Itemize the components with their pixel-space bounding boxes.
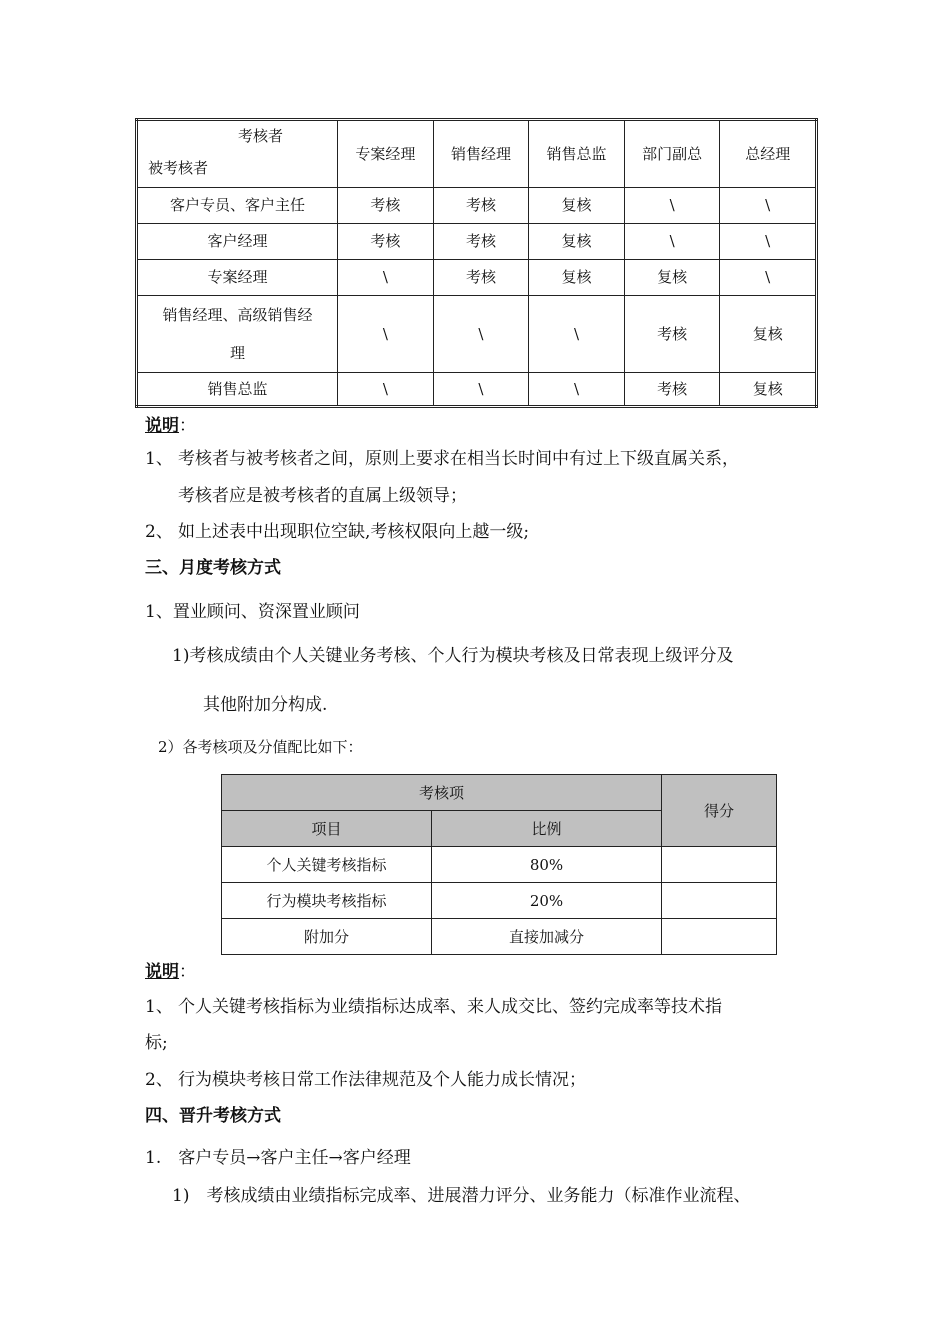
table-cell: 考核 <box>338 224 434 260</box>
table-cell: 个人关键考核指标 <box>222 847 432 883</box>
column-header: 销售经理 <box>433 120 529 188</box>
column-header: 项目 <box>222 811 432 847</box>
table-cell: \ <box>338 373 434 407</box>
table-cell: \ <box>720 188 817 224</box>
header-assessee: 被考核者 <box>148 159 209 177</box>
table-cell: \ <box>624 224 720 260</box>
table-cell: 复核 <box>720 296 817 373</box>
subsection-title: 1、置业顾问、资深置业顾问 <box>145 602 360 622</box>
table-cell: 复核 <box>529 224 625 260</box>
table-cell: \ <box>433 373 529 407</box>
score-header: 得分 <box>662 775 777 847</box>
table-row <box>137 373 817 407</box>
notes-title-text: 说明 <box>145 962 179 982</box>
table-row <box>137 296 817 373</box>
table-row <box>222 883 777 919</box>
row-label: 客户经理 <box>137 224 338 260</box>
table-cell: \ <box>338 260 434 296</box>
table-row <box>137 188 817 224</box>
note-number: 1、 <box>145 449 173 469</box>
note-text: 标; <box>145 1033 168 1053</box>
notes-title <box>145 957 196 982</box>
column-header: 专案经理 <box>338 120 434 188</box>
table-cell: 考核 <box>624 296 720 373</box>
score-cell <box>662 847 777 883</box>
header-assessor: 考核者 <box>238 127 284 145</box>
table-row <box>137 260 817 296</box>
table-row <box>222 919 777 955</box>
table-cell: 考核 <box>433 224 529 260</box>
note-number: 1、 <box>145 997 173 1017</box>
table-cell: \ <box>624 188 720 224</box>
column-header: 部门副总 <box>624 120 720 188</box>
table-cell: \ <box>529 296 625 373</box>
table-cell: \ <box>720 224 817 260</box>
section-heading: 三、月度考核方式 <box>145 558 281 578</box>
row-label: 客户专员、客户主任 <box>137 188 338 224</box>
row-label-line2: 理 <box>230 344 246 362</box>
table-cell: 考核 <box>433 260 529 296</box>
column-header: 总经理 <box>720 120 817 188</box>
table-cell: 行为模块考核指标 <box>222 883 432 919</box>
notes-title <box>145 411 196 436</box>
note-number: 2、 <box>145 1070 173 1090</box>
table-cell: 直接加减分 <box>432 919 662 955</box>
score-cell <box>662 883 777 919</box>
table-cell: 80% <box>432 847 662 883</box>
note-text: 行为模块考核日常工作法律规范及个人能力成长情况； <box>178 1070 586 1090</box>
table-cell: 复核 <box>624 260 720 296</box>
table-cell: \ <box>529 373 625 407</box>
notes-title-colon: ： <box>179 416 196 436</box>
table-cell: 考核 <box>624 373 720 407</box>
row-label: 专案经理 <box>137 260 338 296</box>
table-cell: 附加分 <box>222 919 432 955</box>
note-text: 如上述表中出现职位空缺,考核权限向上越一级; <box>178 522 530 542</box>
table-cell: 20% <box>432 883 662 919</box>
group-header: 考核项 <box>222 775 662 811</box>
note-number: 2、 <box>145 522 173 542</box>
table-cell: \ <box>338 296 434 373</box>
notes-title-text: 说明 <box>145 416 179 436</box>
paragraph-line: 其他附加分构成. <box>203 695 328 715</box>
notes-title-colon: ： <box>179 962 196 982</box>
paragraph-line: 1)考核成绩由个人关键业务考核、个人行为模块考核及日常表现上级评分及 <box>172 646 734 666</box>
row-label-line1: 销售经理、高级销售经 <box>162 306 313 324</box>
table-cell: \ <box>720 260 817 296</box>
column-header: 销售总监 <box>529 120 625 188</box>
paragraph-line: 1) 考核成绩由业绩指标完成率、进展潜力评分、业务能力（标准作业流程、 <box>172 1186 751 1206</box>
diagonal-header-cell <box>137 120 338 188</box>
table-cell: 复核 <box>529 188 625 224</box>
table-cell: 复核 <box>720 373 817 407</box>
table-row <box>222 847 777 883</box>
table-row <box>137 224 817 260</box>
table-cell: \ <box>433 296 529 373</box>
table-cell: 复核 <box>529 260 625 296</box>
score-ratio-table <box>221 774 777 955</box>
table-cell: 考核 <box>338 188 434 224</box>
assessment-matrix-table <box>135 118 818 408</box>
row-label: 销售总监 <box>137 373 338 407</box>
note-text: 考核者应是被考核者的直属上级领导； <box>178 486 467 506</box>
paragraph-line: 2）各考核项及分值配比如下： <box>158 738 363 756</box>
note-text: 个人关键考核指标为业绩指标达成率、来人成交比、签约完成率等技术指 <box>178 997 722 1017</box>
table-cell: 考核 <box>433 188 529 224</box>
subsection-title: 1. 客户专员→客户主任→客户经理 <box>145 1148 411 1168</box>
note-text: 考核者与被考核者之间，原则上要求在相当长时间中有过上下级直属关系， <box>178 449 739 469</box>
column-header: 比例 <box>432 811 662 847</box>
row-label <box>137 296 338 373</box>
section-heading: 四、晋升考核方式 <box>145 1106 281 1126</box>
score-cell <box>662 919 777 955</box>
